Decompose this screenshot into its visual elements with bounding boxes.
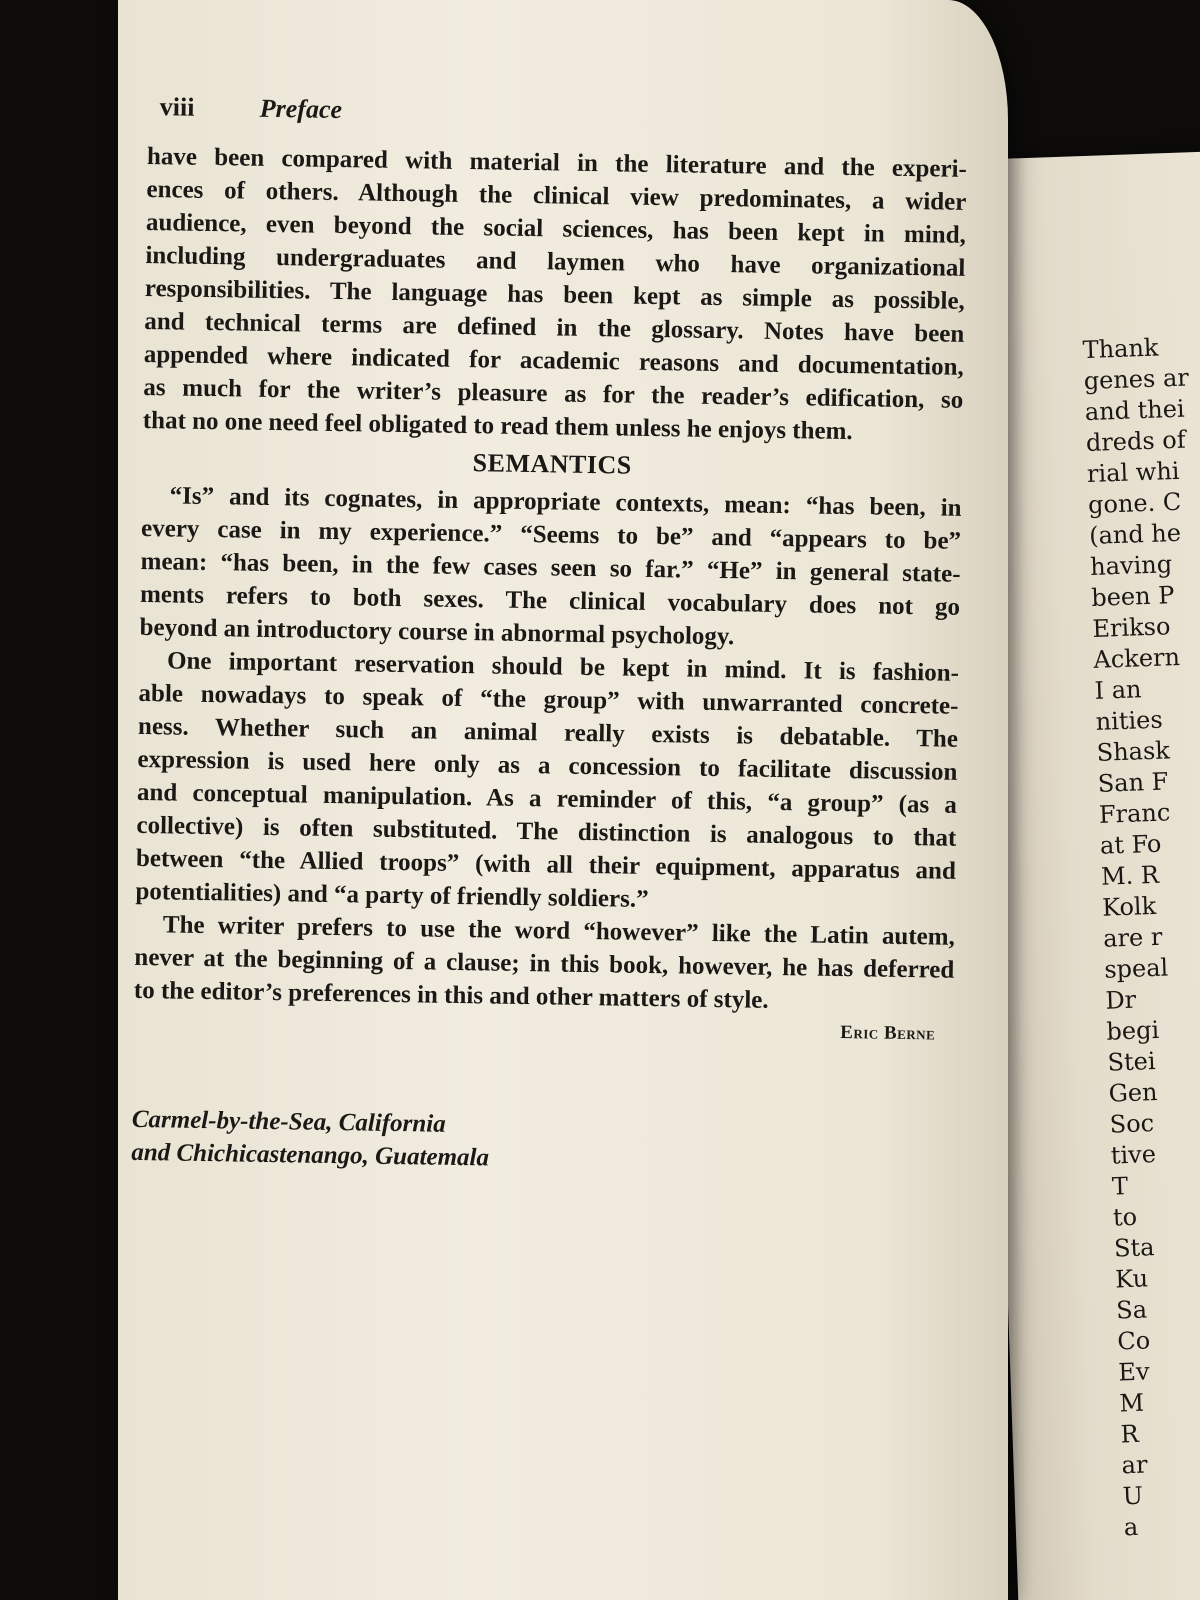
text-line: including undergraduates and laymen who have organizational	[145, 241, 966, 282]
right-page-fragment: speal	[1103, 953, 1169, 984]
text-line: that no one need feel obligated to read them unless he enjoys them.	[142, 406, 853, 446]
intro-paragraph	[143, 140, 968, 450]
right-page-fragment: are r	[1102, 922, 1163, 953]
right-page-fragment: M	[1119, 1388, 1145, 1418]
text-line: One important reservation should be kept in mind. It is fashion-	[166, 647, 960, 687]
right-page-fragment: nities	[1095, 705, 1164, 736]
text-line: ences of others. Although the clinical view predominates, a wider	[146, 175, 967, 216]
right-page-fragment: ar	[1121, 1450, 1148, 1480]
text-line: never at the beginning of a clause; in this book, however, he has deferred	[134, 943, 955, 984]
text-line: responsibilities. The language has been kept as simple as possible,	[144, 274, 966, 315]
right-page-fragment: Franc	[1098, 798, 1171, 829]
text-line: mean: “has been, in the few cases seen so far.” “He” in general state-	[140, 547, 961, 588]
location-line: and Chichicastenango, Guatemala	[131, 1138, 490, 1172]
right-page-fragment: R	[1120, 1419, 1140, 1449]
location-block	[131, 1103, 952, 1182]
text-line: ments refers to both sexes. The clinical vocabulary does not go	[139, 580, 961, 621]
right-page-fragment: having	[1089, 550, 1173, 581]
right-page-fragment: Gen	[1108, 1077, 1158, 1108]
right-page-fragment: Thank	[1082, 333, 1159, 365]
location-line: Carmel-by-the-Sea, California	[131, 1105, 446, 1138]
right-page-fragment: San F	[1097, 767, 1169, 798]
text-line: “Is” and its cognates, in appropriate contexts, mean: “has been, in	[169, 482, 962, 522]
right-page-fragment: at Fo	[1099, 829, 1162, 860]
right-page-fragment: Ackern	[1093, 642, 1181, 674]
text-line: The writer prefers to use the word “however” like the Latin autem,	[162, 911, 956, 951]
right-page-fragment: Shask	[1096, 736, 1171, 767]
right-page-fragment: Sta	[1113, 1233, 1155, 1263]
right-page-fragment: and thei	[1084, 394, 1186, 427]
right-page-fragment: Co	[1116, 1326, 1151, 1356]
right-page-fragment: to	[1112, 1202, 1138, 1232]
right-page-fragment: U	[1122, 1481, 1144, 1511]
left-page-text	[131, 92, 968, 1182]
text-line: expression is used here only as a concession to facilitate discussion	[137, 745, 958, 786]
text-line: have been compared with material in the literature and the experi-	[146, 142, 968, 183]
text-line: able nowadays to speak of “the group” with unwarranted concrete-	[138, 679, 959, 720]
right-page-fragment: a	[1123, 1512, 1139, 1542]
right-page-fragment: (and he	[1088, 518, 1182, 550]
semantics-paragraph-2	[135, 644, 959, 921]
right-page-fragment: Ku	[1114, 1264, 1149, 1294]
semantics-paragraph-3	[134, 908, 955, 1020]
right-page-fragment: Dr	[1104, 985, 1137, 1015]
page-number: viii	[159, 92, 195, 122]
right-page-fragment: Ev	[1117, 1357, 1150, 1387]
text-line: audience, even beyond the social sciences, has been kept in mind,	[145, 208, 967, 249]
right-page-fragment: been P	[1090, 581, 1175, 612]
right-page-fragment: T	[1111, 1172, 1129, 1201]
running-head: Preface	[259, 93, 343, 125]
right-page-fragment: Kolk	[1101, 891, 1157, 922]
text-line: between “the Allied troops” (with all their equipment, apparatus and	[135, 844, 957, 885]
right-page-fragment: M. R	[1100, 860, 1160, 891]
right-page-fragment: Stei	[1107, 1047, 1157, 1077]
text-line: every case in my experience.” “Seems to be” and “appears to be”	[140, 514, 962, 555]
right-page-fragment: genes ar	[1083, 363, 1190, 396]
text-line: ness. Whether such an animal really exists is debatable. The	[137, 712, 959, 753]
right-page-fragment: Sa	[1115, 1295, 1148, 1325]
right-page-fragment: Soc	[1109, 1109, 1155, 1139]
text-line: and technical terms are defined in the glossary. Notes have been	[144, 307, 965, 348]
right-page-fragment: tive	[1110, 1140, 1157, 1170]
text-line: collective) is often substituted. The distinction is analogous to that	[136, 811, 957, 852]
text-line: to the editor’s preferences in this and other matters of style.	[133, 976, 769, 1014]
right-page-fragment: rial whi	[1086, 456, 1180, 489]
author-signature: Eric Berne	[840, 1021, 936, 1045]
right-page-fragment: dreds of	[1085, 425, 1187, 458]
right-page-fragment: I an	[1094, 675, 1142, 705]
text-line: potentialities) and “a party of friendly soldiers.”	[135, 877, 649, 913]
section-title: SEMANTICS	[472, 448, 632, 480]
right-page-fragment: begi	[1106, 1015, 1160, 1046]
right-page-fragment: gone. C	[1087, 487, 1182, 520]
right-page-fragment: Erikso	[1091, 612, 1171, 643]
text-line: and conceptual manipulation. As a reminder of this, “a group” (as a	[136, 778, 958, 819]
text-line: as much for the writer’s pleasure as for the reader’s edification, so	[143, 373, 964, 414]
text-line: beyond an introductory course in abnormal psychology.	[139, 613, 735, 651]
text-line: appended where indicated for academic reasons and documentation,	[143, 340, 964, 381]
semantics-paragraph-1	[139, 479, 961, 657]
